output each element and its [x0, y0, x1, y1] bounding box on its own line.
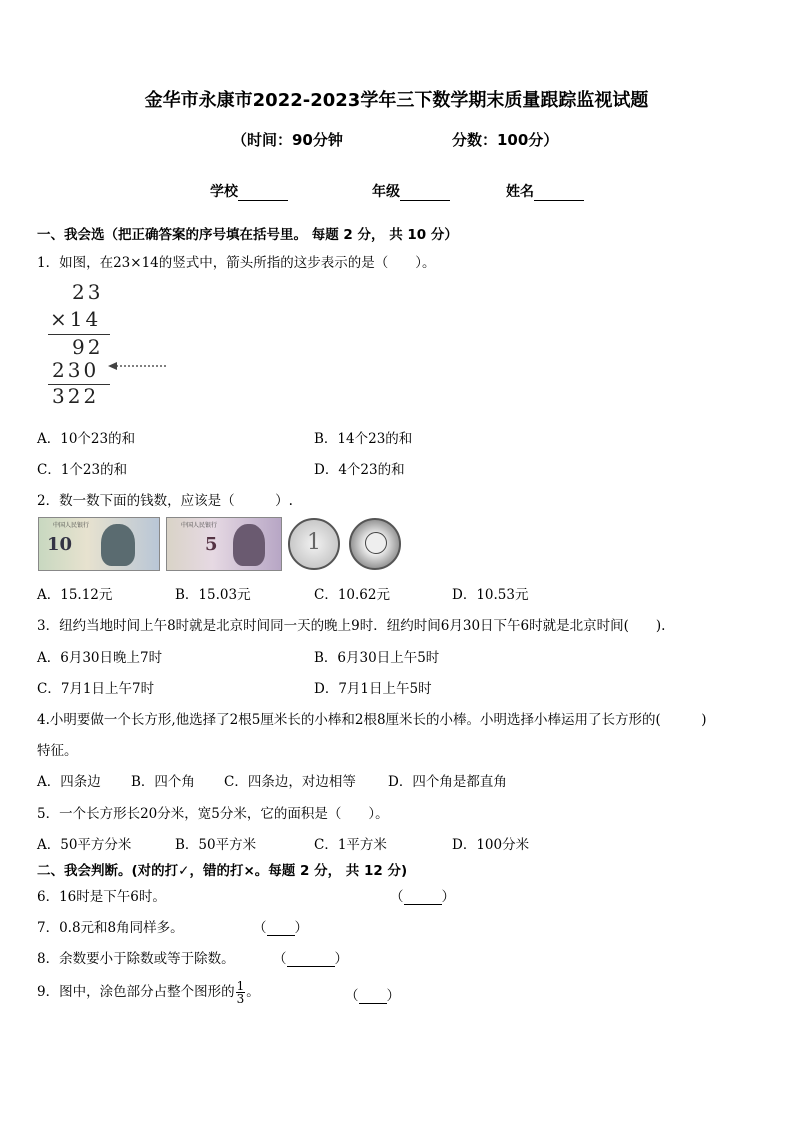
q9-fraction [236, 980, 246, 1005]
q2-option-d[interactable]: D．10.53元 [452, 587, 529, 603]
school-label: 学校 [210, 184, 238, 200]
vert-line-5: 322 [52, 384, 100, 408]
q5-text: 5．一个长方形长20分米，宽5分米，它的面积是（ ）。 [37, 806, 389, 822]
q8-paren-open: （ [273, 951, 287, 967]
q8-answer-blank[interactable] [287, 953, 335, 967]
q7-answer-blank[interactable] [267, 922, 295, 936]
q9-text-end: 。 [246, 984, 260, 1000]
exam-time: （时间：90分钟 [232, 131, 343, 149]
name-label: 姓名 [506, 184, 534, 200]
q3-option-d[interactable]: D．7月1日上午5时 [314, 681, 432, 697]
q9-fraction-den: 3 [236, 992, 245, 1006]
q7-paren-open: （ [253, 920, 267, 936]
grade-blank[interactable] [400, 186, 450, 201]
q2-option-c[interactable]: C．10.62元 [314, 587, 390, 603]
q1-option-b[interactable]: B．14个23的和 [314, 431, 413, 447]
q1-option-d[interactable]: D．4个23的和 [314, 462, 405, 478]
q1-option-c[interactable]: C．1个23的和 [37, 462, 128, 478]
q6-paren-close: ） [441, 889, 455, 905]
q7-paren-close: ） [294, 920, 308, 936]
section2-heading: 二、我会判断。(对的打✓，错的打×。每题 2 分， 共 12 分) [37, 863, 408, 879]
vert-line-4: 230 [52, 358, 100, 382]
name-field [506, 181, 584, 201]
section1-heading: 一、我会选（把正确答案的序号填在括号里。 每题 2 分， 共 10 分） [37, 227, 458, 243]
school-blank[interactable] [238, 186, 288, 201]
q5-option-b[interactable]: B．50平方米 [175, 837, 257, 853]
q2-text: 2．数一数下面的钱数，应该是（ ）. [37, 493, 293, 509]
q2-option-b[interactable]: B．15.03元 [175, 587, 251, 603]
coin-value: 1 [307, 530, 321, 555]
q3-option-b[interactable]: B．6月30日上午5时 [314, 650, 440, 666]
q4-text: 4.小明要做一个长方形,他选择了2根5厘米长的小棒和2根8厘米长的小棒。小明选择小棒运用了长方形的( ) [37, 712, 707, 728]
grade-label: 年级 [372, 184, 400, 200]
portrait-icon [101, 524, 135, 566]
q6-paren-open: （ [390, 889, 404, 905]
q5-option-d[interactable]: D．100分米 [452, 837, 530, 853]
q5-option-a[interactable]: A．50平方分米 [37, 837, 132, 853]
q4-option-d[interactable]: D．四个角是都直角 [388, 774, 507, 790]
banknote-10-value: 10 [47, 534, 73, 555]
q8-text: 8．余数要小于除数或等于除数。 [37, 951, 235, 967]
q4-option-c[interactable]: C．四条边，对边相等 [224, 774, 356, 790]
grade-field [372, 181, 450, 201]
vert-line-3: 92 [72, 335, 104, 359]
exam-title: 金华市永康市2022-2023学年三下数学期末质量跟踪监视试题 [144, 90, 649, 111]
portrait-icon [233, 524, 265, 566]
q6-text: 6．16时是下午6时。 [37, 889, 166, 905]
banknote-10-yuan [38, 517, 160, 571]
q9-answer-blank[interactable] [359, 990, 387, 1004]
q9-answer-paren[interactable] [345, 984, 400, 1004]
emblem-icon [365, 532, 387, 554]
q4-text-2: 特征。 [37, 743, 78, 759]
q3-option-c[interactable]: C．7月1日上午7时 [37, 681, 155, 697]
q6-answer-paren[interactable] [390, 885, 455, 905]
q2-option-a[interactable]: A．15.12元 [37, 587, 113, 603]
q9-text-main: 9．图中，涂色部分占整个图形的 [37, 984, 235, 1000]
q9-text [37, 980, 260, 1005]
vert-line-2: ×14 [50, 307, 102, 331]
q7-text: 7．0.8元和8角同样多。 [37, 920, 184, 936]
q9-fraction-num: 1 [236, 979, 245, 993]
q8-paren-close: ） [334, 951, 348, 967]
coin-emblem-icon [349, 518, 401, 570]
exam-score: 分数：100分） [452, 131, 559, 149]
q5-option-c[interactable]: C．1平方米 [314, 837, 387, 853]
q4-option-b[interactable]: B．四个角 [131, 774, 195, 790]
q8-answer-paren[interactable] [273, 947, 348, 967]
q3-option-a[interactable]: A．6月30日晚上7时 [37, 650, 163, 666]
q1-text: 1．如图，在23×14的竖式中，箭头所指的这步表示的是（ ）。 [37, 255, 436, 271]
q1-vertical-multiplication [48, 280, 168, 410]
banknote-5-bank-label: 中国人民银行 [181, 522, 218, 529]
name-blank[interactable] [534, 186, 584, 201]
banknote-5-yuan [166, 517, 282, 571]
vert-line-1: 23 [72, 280, 104, 304]
q9-paren-close: ） [386, 988, 400, 1004]
q9-paren-open: （ [345, 988, 359, 1004]
banknote-5-value: 5 [205, 534, 218, 555]
school-field [210, 181, 288, 201]
q6-answer-blank[interactable] [404, 891, 442, 905]
q1-option-a[interactable]: A．10个23的和 [37, 431, 136, 447]
q4-option-a[interactable]: A．四条边 [37, 774, 101, 790]
banknote-10-bank-label: 中国人民银行 [53, 522, 90, 529]
q3-text: 3．纽约当地时间上午8时就是北京时间同一天的晚上9时．纽约时间6月30日下午6时就是北京时间( ). [37, 618, 666, 634]
arrow-icon [108, 360, 168, 372]
coin-1-yuan [288, 518, 340, 570]
q7-answer-paren[interactable] [253, 916, 308, 936]
